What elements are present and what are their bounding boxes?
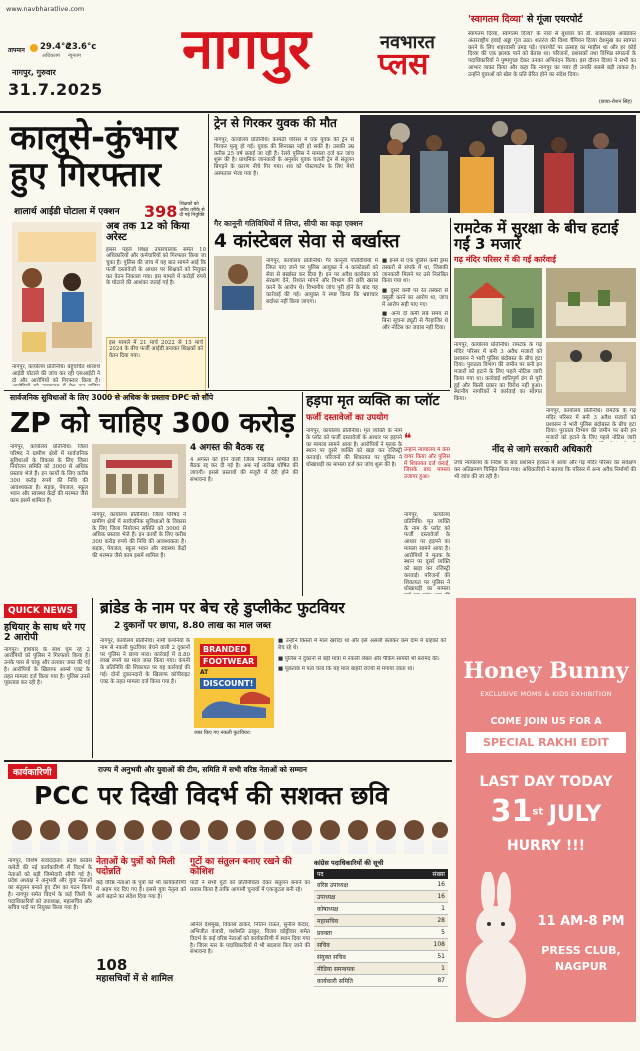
zp-headline: ZP को चाहिए 300 करोड़ [10, 406, 295, 439]
lead-stat [144, 202, 206, 221]
newspaper-title: नागपुर [182, 17, 310, 82]
table-row [314, 963, 448, 975]
honey-bunny-ad[interactable] [456, 598, 636, 1022]
land-body: नागपुर, कार्यालय प्रतिनिधि। मृत व्यक्ति के नाम के प्लॉट को फर्जी दस्तावेजों के आधार पर हड़पने का मामला सामने आया है। आरोपियों ने मृतक के स्थान पर दूसरे व्यक्ति को खड़ा कर रजिस्ट्री करवाई। परिजनों की शिकायत पर पुलिस ने धोखाधड़ी का मामला दर्ज कर जांच शुरू की है। [306, 428, 402, 468]
lead-date-box: इस मामले में 21 मार्च 2022 से 15 मार्च 2024 के बीच फर्जी आईडी बनाकर शिक्षकों को वेतन दिया गया। [106, 337, 206, 397]
zp-photo [92, 444, 186, 508]
ramtek-photo-3 [546, 342, 636, 406]
footwear-ad-image [194, 638, 274, 728]
train-body: नागपुर, कार्यालय प्रतिनिधि। कामठी परिसर में एक युवक की ट्रेन से गिरकर मृत्यु हो गई। युवक की शिनाख्त नहीं हो सकी है। उसकी उम्र करीब 25 वर्ष बताई जा रही है। रेलवे पुलिस ने मामला दर्ज कर जांच शुरू की है। प्राथमिक जानकारी के अनुसार युवक चलती ट्रेन से संतुलन बिगड़ने के कारण नीचे गिर गया। शव को पोस्टमार्टम के लिए मेयो अस्पताल भेजा गया है। [214, 137, 354, 177]
temp-min: 23.6°c [66, 42, 97, 52]
banner-4: DISCOUNT! [200, 678, 256, 689]
table-cell: कार्यकारी समिति [317, 977, 353, 985]
police-photo [214, 256, 262, 310]
temp-min-label: न्यूनतम [68, 53, 81, 59]
police-body: नागपुर, कार्यालय प्रतिनिधि। गैर कानूनी गतिविधियों में लिप्त पाए जाने पर पुलिस आयुक्त ने 4 कांस्टेबलों को सेवा से बर्खास्त कर दिया है। इन पर अवैध कारोबार को संरक्षण देने, रिश्वत मांगने और विभाग की छवि खराब करने के आरोप थे। विभागीय जांच पूरी होने के बाद यह कार्रवाई की गई। आयुक्त ने स्पष्ट किया कि भ्रष्टाचार बर्दाश्त नहीं किया जाएगा। [266, 258, 378, 305]
lead-stat-number: 398 [144, 202, 178, 221]
table-cell: 108 [433, 940, 445, 948]
pcc-table [314, 858, 448, 1008]
pcc-headline: PCC पर दिखी विदर्भ की सशक्त छवि [34, 781, 389, 810]
table-row [314, 927, 448, 939]
ad-venue-2: NAGPUR [554, 960, 608, 973]
col-divider-3 [302, 392, 303, 596]
ad-tagline: EXCLUSIVE MOMS & KIDS EXHIBITION [480, 690, 612, 698]
table-cell: उपाध्यक्ष [317, 893, 336, 901]
police-headline: 4 कांस्टेबल सेवा से बर्खास्त [214, 231, 400, 252]
table-cell: वरिष्ठ उपाध्यक्ष [317, 881, 349, 889]
table-cell: 16 [437, 880, 445, 888]
headline-quote: 'स्वागतम दिव्या' [468, 14, 524, 25]
police-story [212, 218, 448, 388]
top-right-story [468, 15, 636, 111]
zp-box-title: 4 अगस्त की बैठक रद्द [190, 443, 264, 453]
table-cell: 5 [441, 928, 445, 936]
lead-box [106, 222, 206, 386]
pcc-table-header [314, 869, 448, 879]
table-cell: कोषाध्यक्ष [317, 905, 339, 913]
pcc-sub-2 [190, 858, 310, 1044]
title-plus: प्लस [378, 47, 429, 82]
quick-news-body: नागपुर। हथियार के साथ घूम रहे 2 आरोपियों को पुलिस ने गिरफ्तार किया है। उनके पास से चाकू और तलवार जब्त की गई है। आरोपियों के खिलाफ आर्म्स एक्ट के तहत मामला दर्ज किया गया है। पुलिस उनसे पूछताछ कर रही है। [4, 646, 90, 687]
lead-headline: कालुसे-कुंभार हुए गिरफ्तार [10, 118, 178, 196]
table-row [314, 939, 448, 951]
ramtek-sub-body: उच्च न्यायालय के निर्देश के बाद प्रशासन हरकत में आया और गढ़ मंदिर परिसर का सर्वेक्षण कर अतिक्रमण चिन्हित किया गया। अधिकारियों ने बताया कि परिसर में अन्य अवैध निर्माणों की भी जांच की जा रही है। [454, 460, 636, 480]
ad-date [456, 794, 636, 829]
train-story [212, 115, 636, 215]
ad-line-2: SPECIAL RAKHI EDIT [466, 732, 626, 753]
ad-date-num: 31 [490, 794, 533, 829]
city-day: नागपुर, गुरुवार [12, 68, 56, 77]
table-row [314, 951, 448, 963]
pcc-sub1-body: कई वरिष्ठ नेताओं के पुत्रों को भी कार्यकारिणी में अहम पद दिए गए हैं। इससे युवा नेतृत्व को आगे बढ़ाने का संदेश दिया गया है। [96, 880, 186, 900]
masthead-divider [0, 111, 640, 113]
pcc-sub1-title: नेताओं के पुत्रों को मिली पदोन्नति [96, 857, 175, 877]
headline-rest: से गूंजा एयरपोर्ट [523, 14, 583, 25]
table-cell: सचिव [317, 941, 330, 949]
lead-box-title: अब तक 12 को किया अरेस्ट [106, 221, 190, 243]
lead-body: नागपुर, कार्यालय प्रतिनिधि। बहुचर्चित शालार्थ आईडी घोटाले की जांच कर रही एसआईटी ने दो और आरोपियों को गिरफ्तार किया है। [12, 364, 100, 384]
pcc-sub2-body: पार्टी ने सभी गुटों को प्रतिनिधित्व देकर संतुलन बनाने का प्रयास किया है ताकि आगामी चुनावों में एकजुटता बनी रहे। [190, 880, 310, 894]
table-row [314, 903, 448, 915]
banner-3: AT [200, 669, 209, 676]
leaders-photo-strip [8, 814, 448, 854]
ramtek-headline: रामटेक में सुरक्षा के बीच हटाई गईं 3 मजारें [454, 219, 619, 254]
col-divider-4 [92, 598, 93, 758]
title-navbharat: नवभारत [380, 32, 435, 53]
train-photo [360, 115, 636, 213]
pcc-story [4, 762, 452, 1048]
table-cell: मीडिया समन्वयक [317, 965, 355, 973]
quick-news-headline: हथियार के साथ धरे गए 2 आरोपी [4, 622, 86, 644]
ramtek-body: नागपुर, कार्यालय प्रतिनिधि। रामटेक के गढ़ मंदिर परिसर में बनी 3 अवैध मजारों को प्रशासन ने भारी पुलिस बंदोबस्त के बीच हटा दिया। पुरातत्व विभाग की जमीन पर बनी इन मजारों को हटाने के लिए पहले नोटिस जारी किया गया था। कार्रवाई शांतिपूर्ण ढंग से पूरी हुई और किसी प्रकार का विरोध नहीं हुआ। स्थानीय नागरिकों ने कार्रवाई का स्वागत किया। [454, 342, 542, 402]
table-row [314, 879, 448, 891]
lead-subhead: शालार्थ आईडी घोटाला में एक्शन [14, 207, 120, 217]
ramtek-story [452, 218, 638, 518]
photo-credit: (छाया-रोशन सिंह) [598, 99, 632, 105]
table-cell: 1 [441, 904, 445, 912]
ad-venue-1: PRESS CLUB, [541, 944, 621, 957]
police-bullets [382, 258, 448, 386]
land-headline: हड़पा मृत व्यक्ति का प्लॉट [306, 393, 440, 409]
pcc-table-body [314, 879, 448, 987]
lead-stat-text: शिक्षकों को अवैध तरीके से दी गई नियुक्ति [179, 202, 205, 219]
sun-icon [30, 44, 38, 52]
banner-1: BRANDED [200, 644, 250, 655]
footwear-caption: जब्त किए गए नकली फुटवियर। [194, 730, 251, 736]
issue-date: 31.7.2025 [8, 80, 103, 99]
banner-2: FOOTWEAR [200, 656, 257, 667]
ramtek-photo-2 [546, 268, 636, 338]
pcc-col1: पद [317, 871, 324, 878]
temp-max: 29.4°c [40, 42, 71, 52]
land-kicker: फर्जी दस्तावेजों का उपयोग [306, 413, 389, 423]
pcc-col2: संख्या [432, 871, 445, 878]
ad-brand: Honey Bunny [463, 658, 629, 684]
ramtek-sub-kicker: नींद से जागे सरकारी अधिकारी [492, 445, 592, 455]
ad-date-sup: st [532, 806, 544, 818]
col-divider-1 [208, 114, 209, 388]
train-headline: ट्रेन से गिरकर युवक की मौत [214, 116, 337, 130]
quote-icon: ❝ [404, 431, 412, 447]
ad-hurry: HURRY !!! [506, 838, 586, 854]
land-quote [404, 428, 450, 508]
quick-news-label: QUICK NEWS [4, 604, 77, 618]
pcc-sub-1 [96, 858, 186, 1044]
footwear-bullets [278, 638, 446, 756]
land-quote-text: उन्होंने न्यायालय में केस दायर किया और पुलिस में शिकायत दर्ज कराई, जिसके बाद मामला उजागर हुआ। [404, 447, 450, 480]
footwear-body: नागपुर, कार्यालय प्रतिनिधि। नामी कंपनियों के नाम से नकली फुटवियर बेचने वाली 2 दुकानों पर पुलिस ने छापा मारा। कार्रवाई में 8.80 लाख रुपये का माल जब्त किया गया। कंपनी के प्रतिनिधि की शिकायत पर यह कार्रवाई की गई। दोनों दुकानदारों के खिलाफ कॉपीराइट एक्ट के तहत मामला दर्ज किया गया है। [100, 638, 190, 685]
table-cell: 51 [437, 952, 445, 960]
pcc-body: नागपुर, विशेष संवाददाता। प्रदेश कांग्रेस कमेटी की नई कार्यकारिणी में विदर्भ के नेताओं को बड़ी जिम्मेदारी सौंपी गई है। प्रदेश अध्यक्ष ने अनुभवी और युवा नेताओं का संतुलन बनाते हुए टीम का गठन किया है। नागपुर समेत विदर्भ के कई जिलों के पदाधिकारियों को उपाध्यक्ष, महासचिव और सचिव पदों पर नियुक्त किया गया है। [8, 858, 92, 912]
zp-box [190, 444, 298, 594]
table-cell: 28 [437, 916, 445, 924]
footwear-story [94, 598, 450, 758]
site-url[interactable]: www.navbharatlive.com [6, 5, 85, 13]
footwear-bullet: ■ पुलिस ने दुकानों से बड़ी मात्रा में नकली लेबल और पैकिंग सामग्री भी बरामद की। [278, 655, 440, 662]
ramtek-body-2: नागपुर, कार्यालय प्रतिनिधि। रामटेक के गढ़ मंदिर परिसर में बनी 3 अवैध मजारों को प्रशासन ने भारी पुलिस बंदोबस्त के बीच हटा दिया। पुरातत्व विभाग की जमीन पर बनी इन मजारों को हटाने के लिए पहले नोटिस जारी [546, 408, 636, 441]
zp-body-2: नागपुर, कार्यालय प्रतिनिधि। जिला परिषद ने ग्रामीण क्षेत्रों में सार्वजनिक सुविधाओं के विकास के लिए जिला नियोजन समिति को 3000 से अधिक प्रस्ताव भेजे हैं। इन कार्यों के लिए करीब 300 करोड़ रुपये की निधि की आवश्यकता है। सड़क, पेयजल, स्कूल भवन और स्वास्थ्य केंद्रों की मरम्मत जैसे काम इसमें शामिल हैं। [92, 512, 186, 559]
footwear-bullet: ■ उन्होंने किस्तों में माल खरीदा था और इसे असली बताकर कम दाम में ग्राहकों को बेच रहे थे। [278, 638, 446, 651]
police-kicker: गैर कानूनी गतिविधियों में लिप्त, सीपी का कड़ा एक्शन [214, 219, 363, 228]
footwear-bullet: ■ पूछताछ में पता चला कि यह माल बाहरी राज्यों से मंगाया जाता था। [278, 666, 415, 673]
table-cell: 87 [437, 976, 445, 984]
pcc-big-number-text: महासचिवों में से शामिल [96, 974, 174, 985]
row-divider-1 [4, 390, 450, 391]
ad-date-month: JULY [548, 802, 602, 827]
pcc-footer-body: अनिल देशमुख, विकास ठाकरे, नितिन राऊत, सुनील केदार, अभिजीत वंजारी, यशोमति ठाकुर, विजय वडेट्टीवार समेत विदर्भ के कई वरिष्ठ नेताओं को कार्यकारिणी में स्थान दिया गया है। जिला स्तर के पदाधिकारियों में भी बदलाव किए जाने की संभावना है। [190, 922, 310, 956]
lead-illustration [12, 222, 102, 362]
footwear-headline: ब्रांडेड के नाम पर बेच रहे डुप्लीकेट फुटवियर [100, 599, 345, 617]
zp-kicker: सार्वजनिक सुविधाओं के लिए 3000 से अधिक के प्रस्ताव DPC को सौंपे [10, 393, 214, 402]
table-cell: 1 [441, 964, 445, 972]
lead-story [4, 114, 206, 388]
ramtek-kicker: गढ़ मंदिर परिसर में की गई कार्रवाई [454, 255, 557, 264]
pcc-big-number: 108 [96, 956, 128, 975]
table-row [314, 891, 448, 903]
weather-label: तापमान [8, 47, 25, 54]
quick-news [4, 598, 90, 758]
table-cell: महासचिव [317, 917, 339, 925]
table-cell: 16 [437, 892, 445, 900]
table-cell: संयुक्त सचिव [317, 953, 346, 961]
top-right-headline [468, 15, 582, 25]
police-bullet: ■ अन्य दो कर्मी लंबे समय से बिना सूचना ड्यूटी से गैरहाजिर थे और नोटिस का जवाब नहीं दिया। [382, 311, 448, 331]
temp-max-label: अधिकतम [42, 53, 60, 59]
col-divider-2 [450, 218, 451, 388]
ad-time: 11 AM-8 PM [537, 914, 625, 929]
ad-line-3: LAST DAY TODAY [479, 774, 613, 790]
table-cell: प्रवक्ता [317, 929, 332, 937]
pcc-tag: कार्यकारिणी [8, 764, 57, 779]
police-bullet: ■ इनमें से एक पुलिस कर्मी ड्रग्स तस्करों से संपर्क में था, जिसकी जानकारी मिलने पर उसे निलंबित किया गया था। [382, 258, 448, 285]
land-body-2: नागपुर, कार्यालय प्रतिनिधि। मृत व्यक्ति के नाम के प्लॉट को फर्जी दस्तावेजों के आधार पर हड़पने का मामला सामने आया है। आरोपियों ने मृतक के स्थान पर दूसरे व्यक्ति को खड़ा कर रजिस्ट्री करवाई। परिजनों की शिकायत पर पुलिस ने धोखाधड़ी का मामला [404, 512, 450, 593]
pcc-table-title: कांग्रेस पदाधिकारियों की सूची [314, 859, 384, 867]
zp-body: नागपुर, कार्यालय प्रतिनिधि। जिला परिषद ने ग्रामीण क्षेत्रों में सार्वजनिक सुविधाओं के विकास के लिए जिला नियोजन समिति को 3000 से अधिक प्रस्ताव भेजे हैं। इन कार्यों के लिए करीब 300 करोड़ रुपये की निधि की आवश्यकता है। सड़क, पेयजल, स्कूल भवन और स्वास्थ्य केंद्रों की मरम्मत जैसे काम इसमें शामिल हैं। [10, 444, 88, 504]
zp-box-body: 4 अगस्त को होने वाली जिला नियोजन समिति की बैठक रद्द कर दी गई है। अब नई तारीख घोषित की जाएगी। इससे प्रस्तावों की मंजूरी में देरी होने की संभावना है। [190, 456, 298, 483]
zp-story [4, 392, 300, 596]
ad-line-1: COME JOIN US FOR A [490, 716, 602, 727]
pcc-sub2-title: गुटों का संतुलन बनाए रखने की कोशिश [190, 857, 292, 877]
footwear-kicker: 2 दुकानों पर छापा, 8.80 लाख का माल जब्त [114, 621, 271, 631]
weather-box [8, 42, 97, 64]
table-row [314, 975, 448, 987]
bunny-icon [456, 872, 536, 1022]
top-right-body: स्वागतम दिव्या, स्वागतम दिव्या' के नारों से बुधवार को डॉ. बाबासाहब आंबेडकर अंतरराष्ट्रीय हवाई अड्डा गूंज उठा। शतरंज की विश्व चैंपियन दिव्या देशमुख का स्वागत करने के लिए शहरवासी उमड़ पड़े। एयरपोर्ट पर उत्साह का माहौल था और हर कोई दिव्या की एक झलक पाने को बेताब था। परिजनों, प्रशंसकों तथा विभिन्न संगठनों के पदाधिकारियों ने पुष्पगुच्छ देकर उनका अभिनंदन किया। इस दौरान दिव्या ने सभी का आभार व्यक्त किया और कहा कि नागपुर का प्यार ही उनकी सबसे बड़ी ताकत है। उन्होंने युवाओं को खेल के प्रति प्रेरित होने का संदेश दिया। [468, 31, 636, 78]
table-row [314, 915, 448, 927]
lead-box-body: इससे पहले शिक्षा उपसंचालक समेत 10 अधिकारियों और कर्मचारियों को गिरफ्तार किया जा चुका है। पुलिस की जांच में यह बात सामने आई कि फर्जी दस्तावेजों के आधार पर शिक्षकों को नियुक्त कर वेतन निकाला गया। इस मामले में करोड़ों रुपये के घोटाले की आशंका जताई गई है। [106, 246, 206, 287]
police-bullet: ■ दूसरे कर्मी पर रेत तस्करों से वसूली करने का आरोप था, जांच में आरोप सही पाए गए। [382, 288, 448, 308]
land-story [304, 392, 450, 596]
ramtek-photo-1 [454, 268, 542, 338]
pcc-kicker: राज्य में अनुभवी और युवाओं की टीम, समिति में सभी वरिष्ठ नेताओं को सम्मान [98, 765, 307, 774]
shoes-icon [194, 638, 274, 728]
